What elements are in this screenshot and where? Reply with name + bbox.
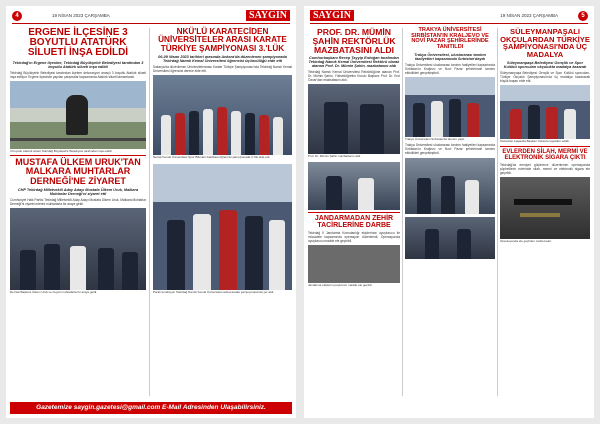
- issue-date: 19 NİSAN 2023 ÇARŞAMBA: [500, 13, 558, 18]
- rector-photo: [308, 84, 400, 154]
- page-number: 4: [12, 11, 22, 21]
- article-body: Sakarya'da düzenlenen Üniversitelerarası Karate Türkiye Şampiyonası'nda Tekirdağ Namık Kemal Üniversitesi öğrencisi derece elde etti.: [153, 65, 292, 74]
- article-body-continued: Trakya Üniversitesi uluslararası tanıtım faaliyetleri kapsamında Sırbistan'ın Kraljevo ve Novi Pazar şehirlerinde tanıtım etkinlikleri gerçekleştirdi.: [405, 143, 495, 156]
- article-subtitle: Tekirdağ'ın Ergene ilçesine, Tekirdağ Büyükşehir Belediyesi tarafından 3 boyutlu Atatürk silueti inşa edildi: [12, 60, 144, 69]
- article-subtitle: Süleymanpaşa Belediyesi Gençlik ve Spor Kulübü sporcuları okçulukta madalya kazandı: [503, 60, 587, 69]
- article-subtitle: 06-09 Nisan 2023 tarihleri arasında Ankara'da düzenlenen şampiyonada Tekirdağ Namık Kemal Üniversitesi öğrencisi üçüncülüğü elde etti: [158, 55, 287, 64]
- column-separator: [402, 28, 403, 396]
- article-title[interactable]: PROF. DR. MÜMİN ŞAHİN REKTÖRLÜK MAZBATASINI ALDI: [312, 27, 396, 55]
- divider: [10, 155, 146, 156]
- column-separator: [149, 28, 150, 396]
- left-column-1: [10, 28, 146, 396]
- column-separator: [497, 28, 498, 396]
- article-title[interactable]: MUSTAFA ÜLKEM URUK'TAN MALKARA MUHTARLAR DERNEĞİ'NE ZİYARET: [15, 157, 141, 186]
- photo-caption: 3 boyutlu Atatürk silueti Tekirdağ Büyükşehir Belediyesi tarafından inşa edildi.: [10, 148, 113, 153]
- article-title[interactable]: SÜLEYMANPAŞALI OKÇULARDAN TÜRKİYE ŞAMPİYONASI'NDA ÜÇ MADALYA: [500, 27, 590, 60]
- newspaper-logo: SAYGIN: [246, 10, 290, 21]
- left-page-header: [12, 10, 290, 24]
- article-body: Trakya Üniversitesi uluslararası tanıtım faaliyetleri kapsamında Sırbistan'ın Kraljevo ve Novi Pazar şehirlerinde tanıtım etkinlikleri gerçekleştirdi.: [405, 62, 495, 75]
- article-body: Cumhuriyet Halk Partisi Tekirdağ Milletvekili Aday Adayı Mustafa Ülkem Uruk, Malkara Muhtarlar Derneği'ni ziyaret ederek muhtarlarla bir araya geldi.: [10, 197, 146, 206]
- university-visit-photo: [405, 77, 495, 137]
- rector-ceremony-photo: [308, 162, 400, 210]
- article-body: Tekirdağ'da emniyet güçlerince düzenlenen operasyonda şüphelilerin evlerinde silah, mermi ve elektronik sigara ele geçirildi.: [500, 162, 590, 175]
- university-meeting-photo: [405, 158, 495, 214]
- archery-medalists-photo: [500, 85, 590, 139]
- article-body: Tekirdağ İl Jandarma Komutanlığı ekiplerince uyuşturucu ile mücadele kapsamında operasyon düzenlendi. Operasyonda uyuşturucu madde ele geçirildi.: [308, 231, 400, 244]
- meeting-photo: [10, 208, 146, 290]
- article-title[interactable]: TRAKYA ÜNİVERSİTESİ SIRBİSTAN'IN KRALJEVO VE NOVİ PAZAR ŞEHİRLERİNDE TANITILDI: [411, 27, 489, 51]
- divider: [308, 212, 400, 213]
- contact-footer-banner[interactable]: Gazetemize saygin.gazetesi@gmail.com E-Mail Adresinden Ulaşabilirsiniz.: [10, 402, 292, 414]
- ataturk-silhouette-photo: [10, 81, 146, 149]
- photo-caption: Prof. Dr. Mümin Şahin mazbatasını aldı.: [308, 154, 362, 159]
- article-body: Tekirdağ Büyükşehir Belediyesi tarafından ilçelere dekorasyon amaçlı 3 boyutlu Atatürk silueti inşa ediliyor. Ergene ilçesinde yapılan çalışmalar kapsamında Atatürk silueti tamamlandı.: [10, 70, 146, 79]
- photo-caption: Operasyonda ele geçirilen malzemeler.: [500, 238, 552, 243]
- left-page: [6, 6, 296, 418]
- photo-caption: Trakya Üniversitesi Sırbistan'da tanıtım yaptı.: [405, 136, 466, 141]
- photo-caption: Kazanılan başarıda Başkan Yüksel'e teşekkür edildi.: [500, 138, 570, 143]
- article-body: Süleymanpaşa Belediyesi Gençlik ve Spor Kulübü sporcuları, Türkiye Okçuluk Şampiyonası'nda üç madalya kazanarak büyük başarı elde etti.: [500, 70, 590, 83]
- article-title[interactable]: JANDARMADAN ZEHİR TACİRLERİNE DARBE: [314, 214, 394, 230]
- photo-caption: Paralı kondisyon Tekirdağ Namık Kemal Üniversitesi adına karate şampiyonasında yer aldı.: [153, 289, 275, 294]
- article-body: Tekirdağ Namık Kemal Üniversitesi Rektörlüğüne atanan Prof. Dr. Mümin Şahin, Yükseköğretim Kurulu Başkanı Prof. Dr. Erol Özvar'dan mazbatasını aldı.: [308, 70, 400, 83]
- university-delegation-photo: [405, 217, 495, 259]
- photo-caption: Jandarma ekipleri uyuşturucu madde ele geçirdi.: [308, 283, 373, 288]
- article-title[interactable]: ERGENE İLÇESİNE 3 BOYUTLU ATATÜRK SİLUETİ İNŞA EDİLDİ: [27, 27, 129, 59]
- right-column-2: [405, 28, 495, 396]
- article-subtitle: Trakya Üniversitesi, uluslararası tanıtım faaliyetleri kapsamında Sırbistan'daydı: [414, 52, 486, 61]
- right-page-header: [310, 10, 588, 24]
- seized-weapons-photo: [500, 177, 590, 239]
- right-page: [304, 6, 594, 418]
- photo-caption: Dernek Başkanı Ülkem Uruk ve heyeti muhtarlarla bir araya geldi.: [10, 289, 98, 294]
- page-number: 5: [578, 11, 588, 21]
- left-column-2: [153, 28, 292, 396]
- karate-team-photo: [153, 75, 292, 155]
- seized-items-photo: [308, 245, 400, 283]
- right-column-3: [500, 28, 590, 396]
- article-subtitle: Cumhurbaşkanı Recep Tayyip Erdoğan tarafından Tekirdağ Namık Kemal Üniversitesi Rektörü olarak atanan Prof. Dr. Mümin Şahin, mazbatasını aldı: [308, 56, 400, 69]
- karate-ceremony-photo: [153, 164, 292, 290]
- newspaper-logo: SAYGIN: [310, 10, 354, 21]
- photo-caption: Namık Kemal Üniversitesi Spor Bilimleri Fakültesi öğrencisi şampiyonada 3.'lük elde etti.: [153, 155, 271, 160]
- divider: [500, 146, 590, 147]
- right-column-1: [308, 28, 400, 396]
- issue-date: 19 NİSAN 2023 ÇARŞAMBA: [52, 13, 110, 18]
- article-title[interactable]: NKÜ'LÜ KARATECİDEN ÜNİVERSİTELER ARASI KARATE TÜRKİYE ŞAMPİYONASI 3.'LÜK: [158, 27, 287, 53]
- article-title[interactable]: EVLERDEN SİLAH, MERMİ VE ELEKTRONİK SİGARA ÇIKTI: [502, 148, 588, 161]
- article-subtitle: CHP Tekirdağ Milletvekili Aday Adayı Mustafa Ülkem Uruk, Malkara Muhtarlar Derneği'ni ziyaret etti: [17, 187, 139, 196]
